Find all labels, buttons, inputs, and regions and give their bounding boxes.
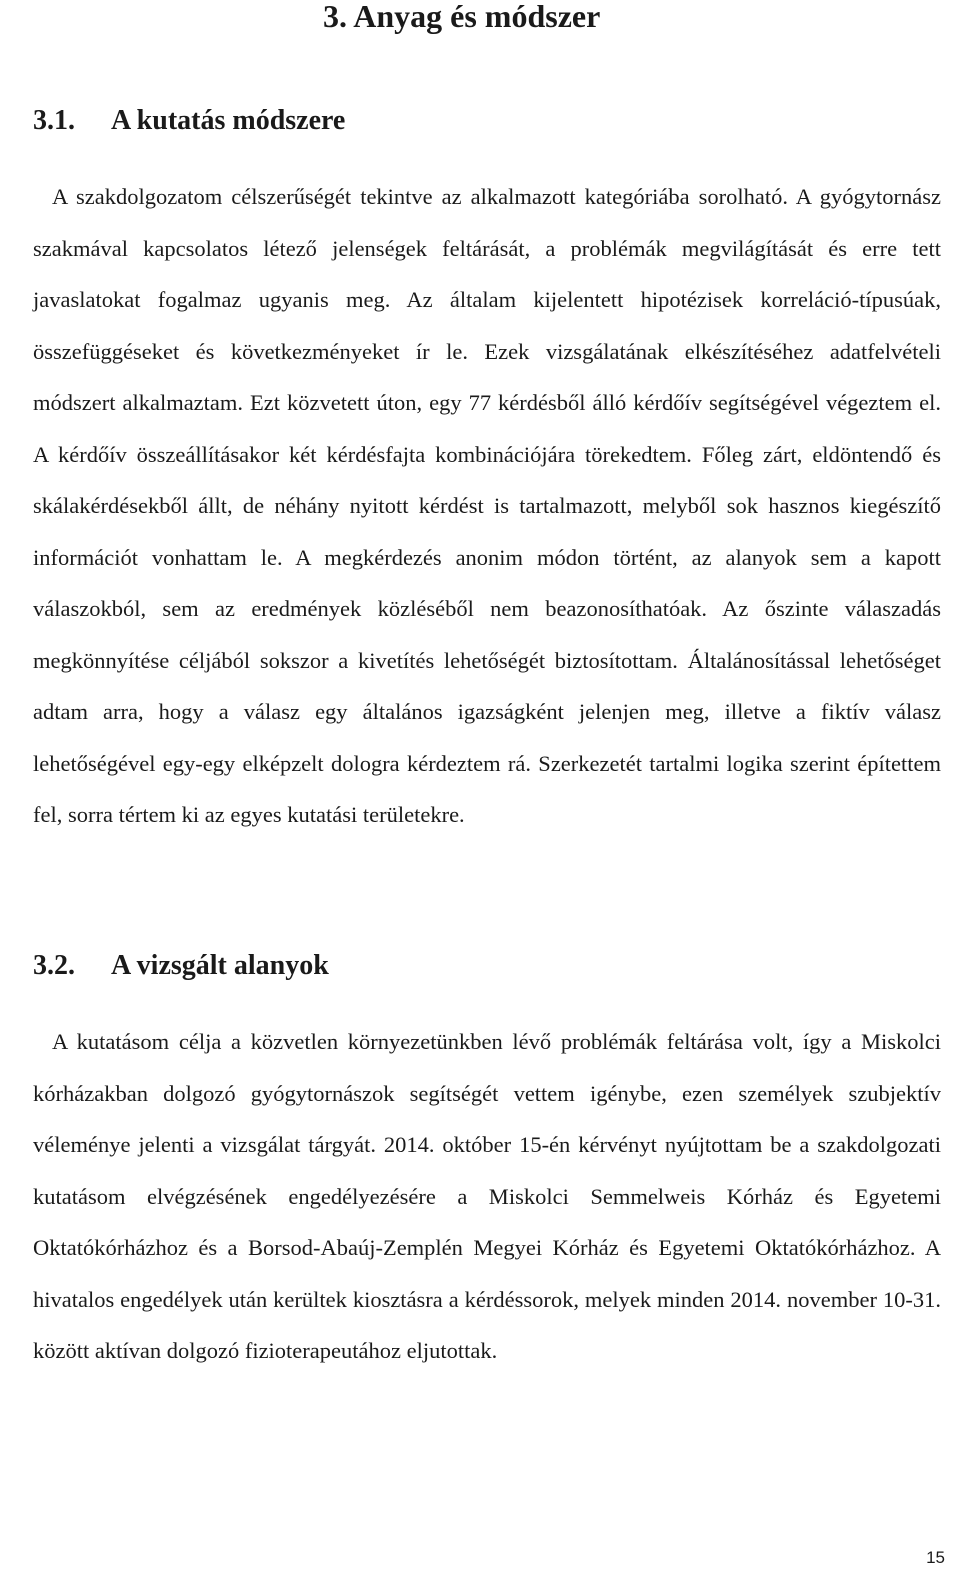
section-title: A kutatás módszere [111, 105, 346, 136]
section-title: A vizsgált alanyok [111, 950, 329, 981]
section-heading [33, 946, 329, 986]
section-number: 3.2. [33, 950, 75, 981]
page-number: 15 [926, 1548, 945, 1567]
chapter-title: 3. Anyag és módszer [323, 0, 601, 34]
section-heading [33, 101, 345, 141]
section-number: 3.1. [33, 105, 75, 136]
section-paragraph: A kutatásom célja a közvetlen környezetünkben lévő problémák feltárása volt, így a Miskolci kórházakban dolgozó gyógytornászok segítségét vettem igénybe, ezen személyek szubjektív véleménye jelenti a vizsgálat tárgyát. 2014. október 15-én kérvényt nyújtottam be a szakdolgozati kutatásom elvégzésének engedélyezésére a Miskolci Semmelweis Kórház és Egyetemi Oktatókórházhoz és a Borsod-Abaúj-Zemplén Megyei Kórház és Egyetemi Oktatókórházhoz. A hivatalos engedélyek után kerültek kiosztásra a kérdéssorok, melyek minden 2014. november 10-31. között aktívan dolgozó fizioterapeutához eljutottak. [33, 1029, 941, 1363]
section-paragraph: A szakdolgozatom célszerűségét tekintve az alkalmazott kategóriába sorolható. A gyógytornász szakmával kapcsolatos létező jelenségek feltárását, a problémák megvilágítását és erre tett javaslatokat fogalmaz ugyanis meg. Az általam kijelentett hipotézisek korreláció-típusúak, összefüggéseket és következményeket ír le. Ezek vizsgálatának elkészítéséhez adatfelvételi módszert alkalmaztam. Ezt közvetett úton, egy 77 kérdésből álló kérdőív segítségével végeztem el. A kérdőív összeállításakor két kérdésfajta kombinációjára törekedtem. Főleg zárt, eldöntendő és skálakérdésekből állt, de néhány nyitott kérdést is tartalmazott, melyből sok hasznos kiegészítő információt vonhattam le. A megkérdezés anonim módon történt, az alanyok sem a kapott válaszokból, sem az eredmények közléséből nem beazonosíthatóak. Az őszinte válaszadás megkönnyítése céljából sokszor a kivetítés lehetőségét biztosítottam. Általánosítással lehetőséget adtam arra, hogy a válasz egy általános igazságként jelenjen meg, illetve a fiktív válasz lehetőségével egy-egy elképzelt dologra kérdeztem rá. Szerkezetét tartalmi logika szerint építettem fel, sorra tértem ki az egyes kutatási területekre. [33, 184, 941, 827]
